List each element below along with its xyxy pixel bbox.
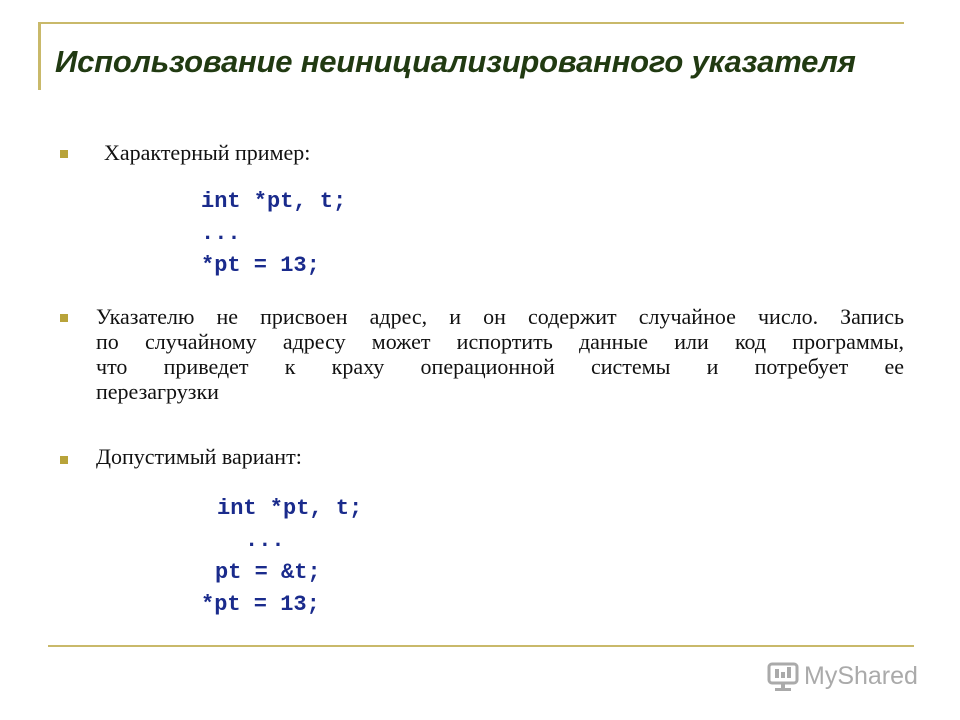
code-line: pt = &t; — [215, 560, 321, 585]
watermark-text: MyShared — [804, 661, 918, 690]
paragraph-line: Указателю не присвоен адрес, и он содержит случайное число. Запись — [96, 304, 904, 329]
code-line: ... — [201, 221, 241, 246]
frame-bottom-line — [48, 645, 914, 647]
bullet-marker — [60, 150, 68, 158]
bullet-valid-label: Допустимый вариант: — [96, 444, 302, 469]
code-line: *pt = 13; — [201, 253, 320, 278]
paragraph-line: что приведет к краху операционной системы и потребует ее — [96, 354, 904, 379]
code-line: int *pt, t; — [201, 189, 347, 214]
presentation-screen-icon — [766, 659, 800, 693]
bullet-marker — [60, 456, 68, 464]
code-line: ... — [245, 528, 285, 553]
paragraph-line: перезагрузки — [96, 379, 219, 404]
frame-left-line — [38, 22, 41, 90]
code-line: int *pt, t; — [217, 496, 363, 521]
bullet-example-label: Характерный пример: — [104, 140, 311, 165]
code-line: *pt = 13; — [201, 592, 320, 617]
frame-top-line — [38, 22, 904, 24]
explanation-paragraph — [96, 304, 904, 404]
paragraph-line: по случайному адресу может испортить данные или код программы, — [96, 329, 904, 354]
watermark-logo — [766, 656, 918, 696]
slide-title: Использование неинициализированного указателя — [55, 44, 856, 79]
bullet-marker — [60, 314, 68, 322]
